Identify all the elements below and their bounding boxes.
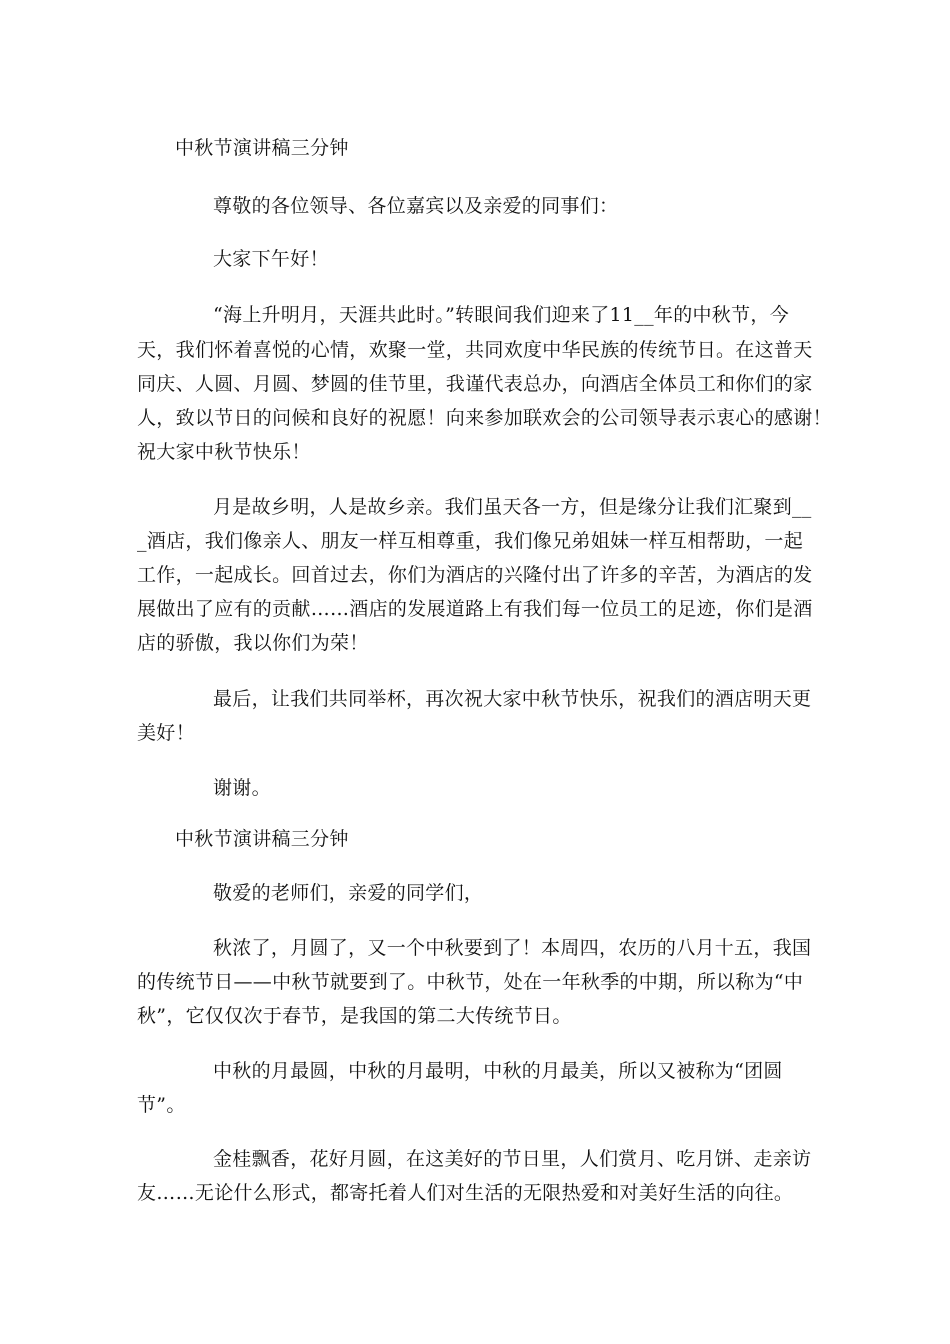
section2-para3-line: 友……无论什么形式，都寄托着人们对生活的无限热爱和对美好生活的向往。: [137, 1182, 794, 1204]
section1-para2-line: 月是故乡明，人是故乡亲。我们虽天各一方，但是缘分让我们汇聚到__: [213, 496, 812, 518]
section2-para1-line: 的传统节日——中秋节就要到了。中秋节，处在一年秋季的中期，所以称为“中: [137, 971, 804, 993]
section1-thanks: 谢谢。: [213, 777, 271, 799]
section2-para1-line: 秋浓了，月圆了，又一个中秋要到了！本周四，农历的八月十五，我国: [213, 937, 812, 959]
section1-para2-line: _酒店，我们像亲人、朋友一样互相尊重，我们像兄弟姐妹一样互相帮助，一起: [137, 530, 804, 552]
section1-para2-line: 店的骄傲，我以你们为荣！: [137, 632, 369, 654]
section1-para3-line: 美好！: [137, 722, 195, 744]
section1-para1-line: 祝大家中秋节快乐！: [137, 441, 311, 463]
section1-para1-line: 人，致以节日的问候和良好的祝愿！向来参加联欢会的公司领导表示衷心的感谢！: [137, 407, 832, 429]
section1-para3-line: 最后，让我们共同举杯，再次祝大家中秋节快乐，祝我们的酒店明天更: [213, 688, 812, 710]
section2-para2-line: 中秋的月最圆，中秋的月最明，中秋的月最美，所以又被称为“团圆: [213, 1060, 783, 1082]
section1-hello: 大家下午好！: [213, 248, 329, 270]
section1-para1-line: 同庆、人圆、月圆、梦圆的佳节里，我谨代表总办，向酒店全体员工和你们的家: [137, 373, 813, 395]
section2-para1-line: 秋”，它仅仅次于春节，是我国的第二大传统节日。: [137, 1005, 572, 1027]
section2-para2-line: 节”。: [137, 1094, 186, 1116]
section1-para2-line: 工作，一起成长。回首过去，你们为酒店的兴隆付出了许多的辛苦，为酒店的发: [137, 564, 813, 586]
section1-para1-line: “海上升明月，天涯共此时。”转眼间我们迎来了11__年的中秋节，今: [213, 304, 790, 326]
section2-greeting: 敬爱的老师们，亲爱的同学们，: [213, 882, 484, 904]
section2-title: 中秋节演讲稿三分钟: [175, 828, 349, 850]
section2-para3-line: 金桂飘香，花好月圆，在这美好的节日里，人们赏月、吃月饼、走亲访: [213, 1148, 812, 1170]
section1-greeting: 尊敬的各位领导、各位嘉宾以及亲爱的同事们：: [213, 195, 619, 217]
section1-para2-line: 展做出了应有的贡献……酒店的发展道路上有我们每一位员工的足迹，你们是酒: [137, 598, 813, 620]
section1-para1-line: 天，我们怀着喜悦的心情，欢聚一堂，共同欢度中华民族的传统节日。在这普天: [137, 339, 813, 361]
section1-title: 中秋节演讲稿三分钟: [175, 137, 349, 159]
